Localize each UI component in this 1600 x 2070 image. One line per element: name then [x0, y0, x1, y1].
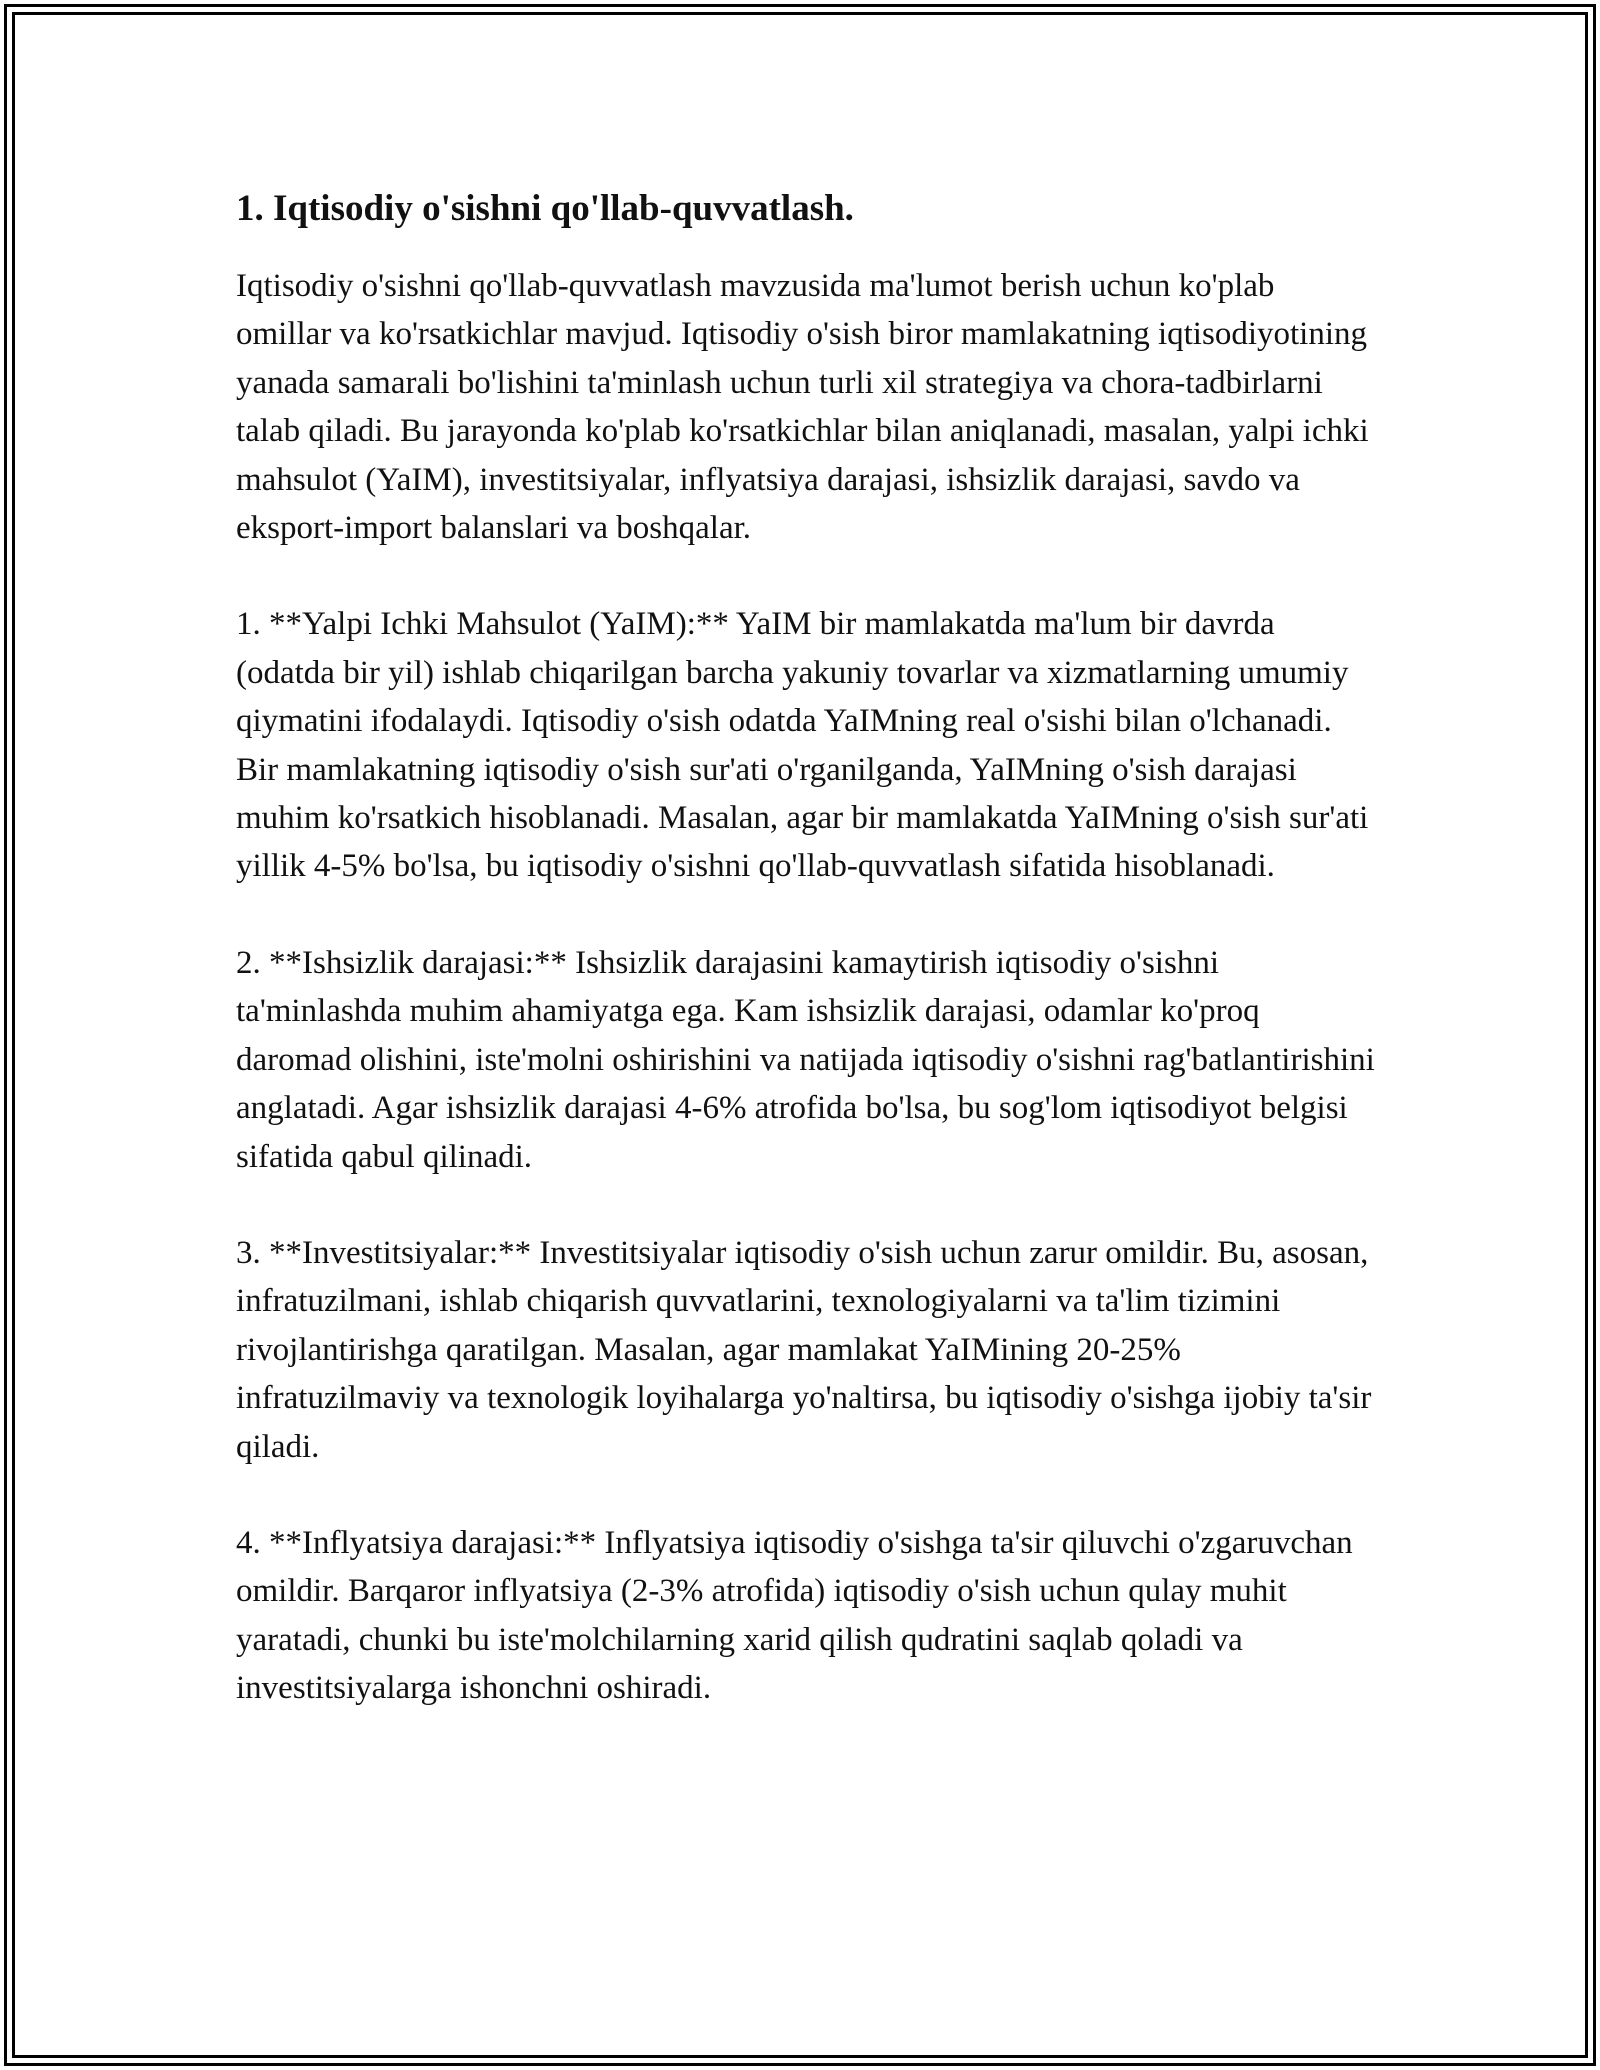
paragraph-unemployment: 2. **Ishsizlik darajasi:** Ishsizlik darajasini kamaytirish iqtisodiy o'sishni ta'minlashda muhim ahamiyatga ega. Kam ishsizlik darajasi, odamlar ko'proq daromad olishini, iste'molni oshirishini va natijada iqtisodiy o'sishni rag'batlantirishini anglatadi. Agar ishsizlik darajasi 4-6% atrofida bo'lsa, bu sog'lom iqtisodiyot belgisi sifatida qabul qilinadi. [236, 944, 1375, 1175]
intro-paragraph: Iqtisodiy o'sishni qo'llab-quvvatlash mavzusida ma'lumot berish uchun ko'plab omillar va ko'rsatkichlar mavjud. Iqtisodiy o'sish biror mamlakatning iqtisodiyotining yanada samarali bo'lishini ta'minlash uchun turli xil strategiya va chora-tadbirlarni talab qiladi. Bu jarayonda ko'plab ko'rsatkichlar bilan aniqlanadi, masalan, yalpi ichki mahsulot (YaIM), investitsiyalar, inflyatsiya darajasi, ishsizlik darajasi, savdo va eksport-import balanslari va boshqalar. [236, 268, 1369, 547]
paragraph-gdp: 1. **Yalpi Ichki Mahsulot (YaIM):** YaIM bir mamlakatda ma'lum bir davrda (odatda bir yil) ishlab chiqarilgan barcha yakuniy tovarlar va xizmatlarning umumiy qiymatini ifodalaydi. Iqtisodiy o'sish odatda YaIMning real o'sishi bilan o'lchanadi. Bir mamlakatning iqtisodiy o'sish sur'ati o'rganilganda, YaIMning o'sish darajasi muhim ko'rsatkich hisoblanadi. Masalan, agar bir mamlakatda YaIMning o'sish sur'ati yillik 4-5% bo'lsa, bu iqtisodiy o'sishni qo'llab-quvvatlash sifatida hisoblanadi. [236, 606, 1369, 885]
document-body [236, 186, 1376, 1713]
paragraph-inflation: 4. **Inflyatsiya darajasi:** Inflyatsiya iqtisodiy o'sishga ta'sir qiluvchi o'zgaruvchan omildir. Barqaror inflyatsiya (2-3% atrofida) iqtisodiy o'sish uchun qulay muhit yaratadi, chunki bu iste'molchilarning xarid qilish qudratini saqlab qoladi va investitsiyalarga ishonchni oshiradi. [236, 1524, 1353, 1707]
paragraph-investments: 3. **Investitsiyalar:** Investitsiyalar iqtisodiy o'sish uchun zarur omildir. Bu, asosan, infratuzilmani, ishlab chiqarish quvvatlarini, texnologiyalarni va ta'lim tizimini rivojlantirishga qaratilgan. Masalan, agar mamlakat YaIMining 20-25% infratuzilmaviy va texnologik loyihalarga yo'naltirsa, bu iqtisodiy o'sishga ijobiy ta'sir qiladi. [236, 1234, 1372, 1465]
document-title: 1. Iqtisodiy o'sishni qo'llab-quvvatlash. [236, 188, 854, 229]
